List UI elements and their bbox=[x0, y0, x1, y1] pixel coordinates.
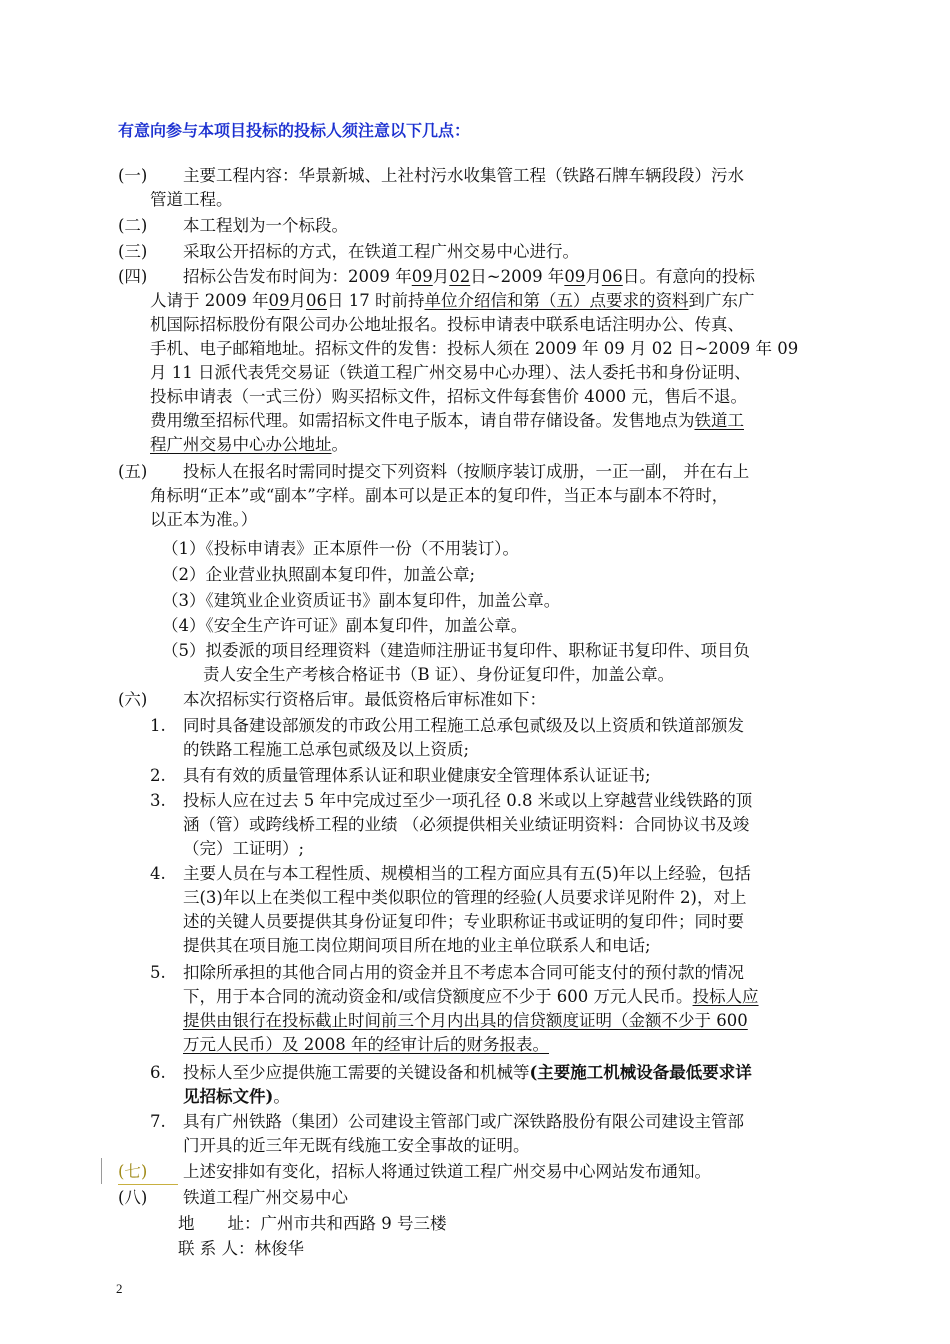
equipment-requirement-bold: (主要施工机械设备最低要求详 bbox=[529, 1063, 752, 1082]
revision-underline bbox=[118, 1184, 178, 1185]
item-4-line: 投标申请表（一式三份）购买招标文件，招标文件每套售价 4000 元，售后不退。 bbox=[150, 387, 747, 406]
item-6-line: 本次招标实行资格后审。最低资格后审标准如下： bbox=[183, 690, 546, 709]
item-4-line: 手机、电子邮箱地址。招标文件的发售：投标人须在 2009 年 09 月 02 日~2009 年 09 bbox=[150, 339, 799, 358]
submission-item: （2）企业营业执照副本复印件，加盖公章; bbox=[162, 565, 476, 584]
sale-location-underlined: 铁道工 bbox=[694, 411, 744, 430]
criterion-number: 5. bbox=[150, 963, 166, 982]
text: 月 bbox=[432, 267, 450, 286]
text: 日 17 时前持 bbox=[326, 291, 425, 310]
month-value: 09 bbox=[564, 267, 586, 286]
credit-requirement-underlined: 提供由银行在投标截止时间前三个月内出具的信贷额度证明（金额不少于 600 bbox=[183, 1011, 748, 1030]
item-8-marker: (八) bbox=[118, 1188, 148, 1207]
criterion-number: 7. bbox=[150, 1112, 166, 1131]
submission-item: 责人安全生产考核合格证书（B 证）、身份证复印件，加盖公章。 bbox=[203, 665, 675, 684]
item-8-line: 铁道工程广州交易中心 bbox=[183, 1188, 348, 1207]
criterion-number: 2. bbox=[150, 766, 166, 785]
criterion-text bbox=[183, 1085, 290, 1109]
item-4-line: 月 11 日派代表凭交易证（铁道工程广州交易中心办理）、法人委托书和身份证明、 bbox=[150, 363, 751, 382]
text: 下，用于本合同的流动资金和/或信贷额度应不少于 600 万元人民币。 bbox=[183, 987, 693, 1006]
item-3-line: 采取公开招标的方式，在铁道工程广州交易中心进行。 bbox=[183, 242, 579, 261]
credit-requirement-underlined: 万元人民币）及 2008 年的经审计后的财务报表。 bbox=[183, 1035, 549, 1054]
notice-heading: 有意向参与本项目投标的投标人须注意以下几点： bbox=[118, 121, 471, 140]
sale-location-underlined: 程广州交易中心办公地址 bbox=[150, 435, 332, 454]
text: 人请于 2009 年 bbox=[150, 291, 269, 310]
submission-item: （4）《安全生产许可证》副本复印件，加盖公章。 bbox=[162, 616, 528, 635]
item-2-marker: (二) bbox=[118, 216, 148, 235]
item-7-line: 上述安排如有变化，招标人将通过铁道工程广州交易中心网站发布通知。 bbox=[183, 1162, 711, 1181]
criterion-text bbox=[183, 1009, 748, 1033]
item-5-line: 以正本为准。） bbox=[150, 510, 258, 529]
equipment-requirement-bold: 见招标文件) bbox=[183, 1087, 274, 1106]
criterion-number: 3. bbox=[150, 791, 166, 810]
item-4-marker: (四) bbox=[118, 267, 148, 286]
contact-label: 联 系 人： bbox=[178, 1239, 255, 1258]
text: 日。有意向的投标 bbox=[622, 267, 755, 286]
month-value: 09 bbox=[268, 291, 290, 310]
criterion-number: 6. bbox=[150, 1063, 166, 1082]
contact-value: 林俊华 bbox=[254, 1239, 304, 1258]
criterion-text bbox=[183, 1061, 752, 1085]
criterion-text: 投标人应在过去 5 年中完成过至少一项孔径 0.8 米或以上穿越营业线铁路的顶 bbox=[183, 791, 753, 810]
criterion-text: 主要人员在与本工程性质、规模相当的工程方面应具有五(5)年以上经验，包括 bbox=[183, 864, 751, 883]
text: 。 bbox=[331, 435, 348, 454]
contact-row bbox=[178, 1237, 304, 1261]
criterion-text: 扣除所承担的其他合同占用的资金并且不考虑本合同可能支付的预付款的情况 bbox=[183, 963, 744, 982]
criterion-number: 4. bbox=[150, 864, 166, 883]
text: 日~2009 年 bbox=[470, 267, 565, 286]
item-7-marker: (七) bbox=[118, 1162, 148, 1181]
text: 招标公告发布时间为：2009 年 bbox=[183, 267, 412, 286]
item-1-marker: (一) bbox=[118, 166, 148, 185]
item-4-line bbox=[150, 433, 348, 457]
item-1-line: 管道工程。 bbox=[150, 190, 233, 209]
item-3-marker: (三) bbox=[118, 242, 148, 261]
required-documents-underlined: 单位介绍信和第（五）点要求的资料 bbox=[424, 291, 689, 310]
item-5-marker: (五) bbox=[118, 462, 148, 481]
address-row bbox=[178, 1212, 447, 1236]
criterion-text: 具有有效的质量管理体系认证和职业健康安全管理体系认证证书; bbox=[183, 766, 651, 785]
address-label: 地 址： bbox=[178, 1214, 261, 1233]
page-number: 2 bbox=[116, 1281, 123, 1296]
item-4-line bbox=[150, 409, 744, 433]
revision-margin-bar bbox=[101, 1158, 102, 1184]
text: 月 bbox=[585, 267, 602, 286]
item-6-marker: (六) bbox=[118, 690, 148, 709]
criterion-text: 的铁路工程施工总承包贰级及以上资质; bbox=[183, 740, 470, 759]
criterion-text: 涵（管）或跨线桥工程的业绩 （必须提供相关业绩证明资料：合同协议书及竣 bbox=[183, 815, 750, 834]
month-value: 09 bbox=[411, 267, 433, 286]
text: 月 bbox=[289, 291, 306, 310]
item-1-line: 主要工程内容：华景新城、上社村污水收集管工程（铁路石牌车辆段段）污水 bbox=[183, 166, 744, 185]
text: 费用缴至招标代理。如需招标文件电子版本，请自带存储设备。发售地点为 bbox=[150, 411, 695, 430]
criterion-number: 1. bbox=[150, 716, 166, 735]
day-value: 06 bbox=[601, 267, 623, 286]
text: 到广东广 bbox=[688, 291, 755, 310]
text: 投标人至少应提供施工需要的关键设备和机械等 bbox=[183, 1063, 530, 1082]
criterion-text: 提供其在项目施工岗位期间项目所在地的业主单位联系人和电话; bbox=[183, 936, 651, 955]
day-value: 06 bbox=[305, 291, 327, 310]
address-value: 广州市共和西路 9 号三楼 bbox=[260, 1214, 447, 1233]
criterion-text bbox=[183, 985, 759, 1009]
submission-item: （3）《建筑业企业资质证书》副本复印件，加盖公章。 bbox=[162, 591, 561, 610]
criterion-text bbox=[183, 1033, 549, 1057]
criterion-text: （完）工证明）; bbox=[183, 839, 305, 858]
item-2-line: 本工程划为一个标段。 bbox=[183, 216, 348, 235]
day-value: 02 bbox=[449, 267, 471, 286]
criterion-text: 述的关键人员要提供其身份证复印件；专业职称证书或证明的复印件；同时要 bbox=[183, 912, 744, 931]
text: 。 bbox=[273, 1087, 290, 1106]
item-4-line bbox=[150, 289, 754, 313]
submission-item: （1）《投标申请表》正本原件一份（不用装订）。 bbox=[162, 539, 519, 558]
item-5-line: 投标人在报名时需同时提交下列资料（按顺序装订成册，一正一副， 并在右上 bbox=[183, 462, 750, 481]
criterion-text: 三(3)年以上在类似工程中类似职位的管理的经验(人员要求详见附件 2)，对上 bbox=[183, 888, 747, 907]
criterion-text: 门开具的近三年无既有线施工安全事故的证明。 bbox=[183, 1136, 530, 1155]
item-4-line: 机国际招标股份有限公司办公地址报名。投标申请表中联系电话注明办公、传真、 bbox=[150, 315, 744, 334]
submission-item: （5）拟委派的项目经理资料（建造师注册证书复印件、职称证书复印件、项目负 bbox=[162, 641, 750, 660]
criterion-text: 具有广州铁路（集团）公司建设主管部门或广深铁路股份有限公司建设主管部 bbox=[183, 1112, 744, 1131]
item-4-line bbox=[183, 265, 755, 289]
criterion-text: 同时具备建设部颁发的市政公用工程施工总承包贰级及以上资质和铁道部颁发 bbox=[183, 716, 744, 735]
credit-requirement-underlined: 投标人应 bbox=[692, 987, 759, 1006]
item-5-line: 角标明“正本”或“副本”字样。副本可以是正本的复印件，当正本与副本不符时， bbox=[150, 486, 729, 505]
